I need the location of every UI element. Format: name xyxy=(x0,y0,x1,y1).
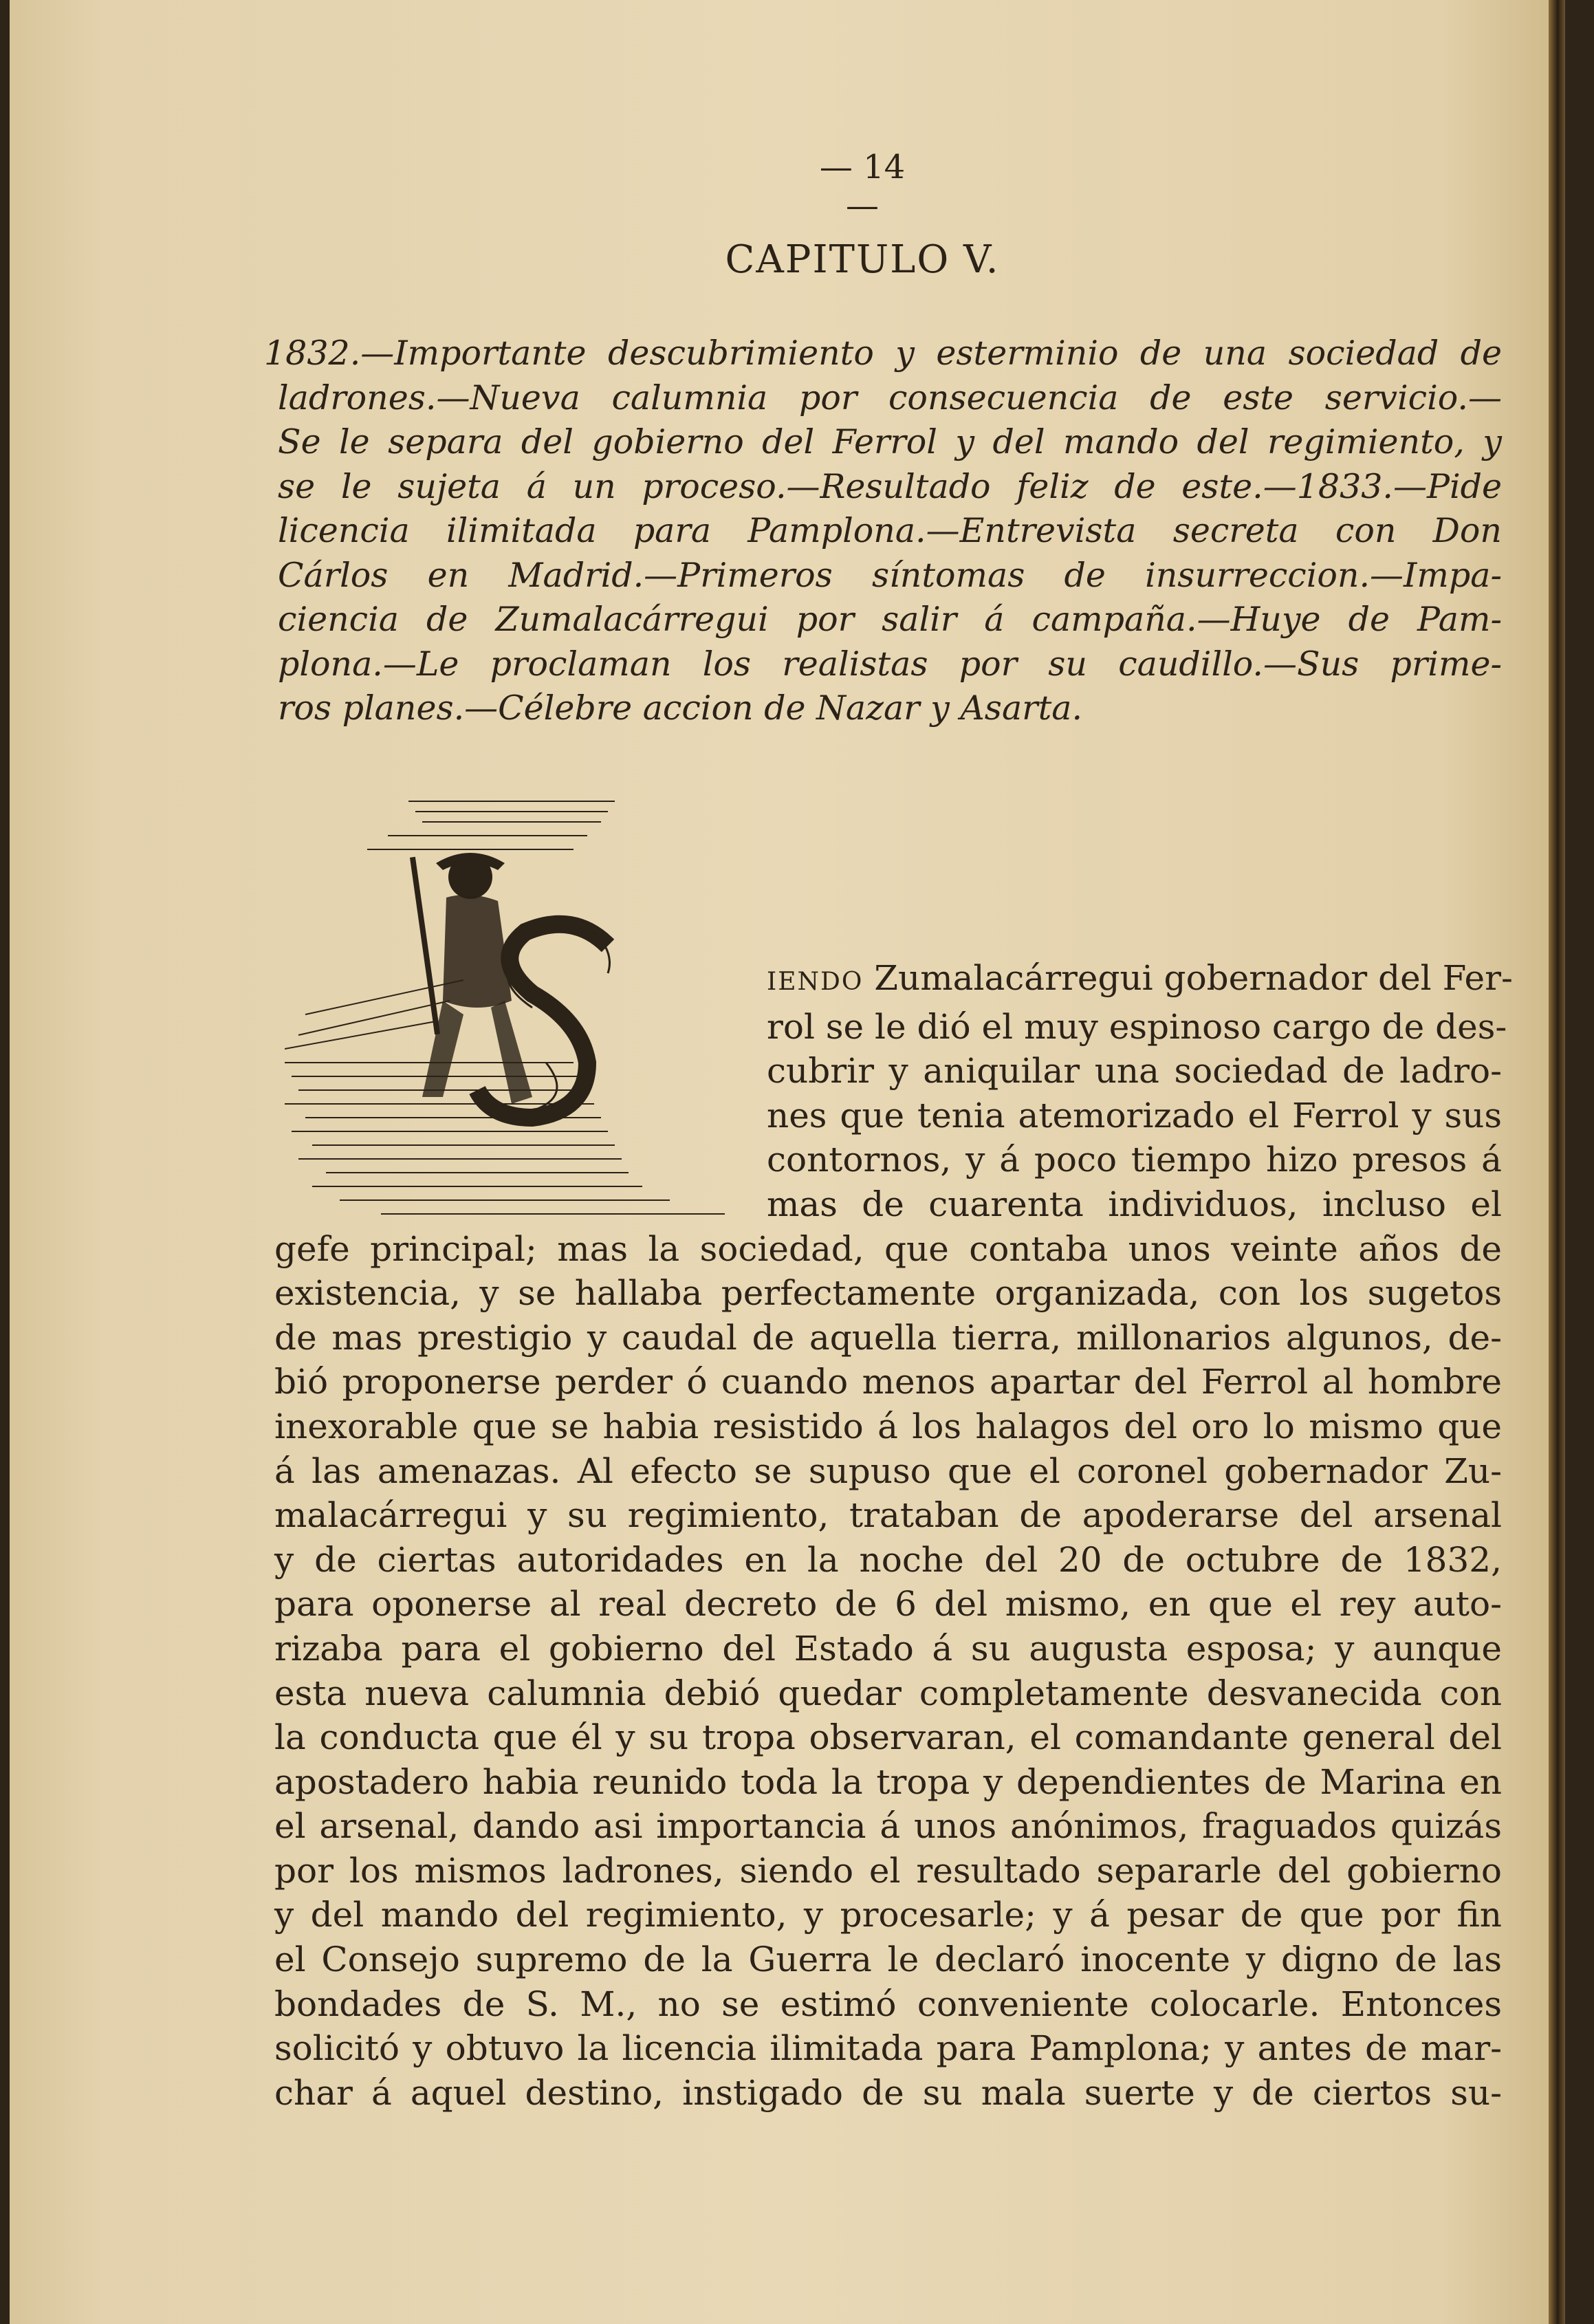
body-line: por los mismos ladrones, siendo el resultado separarle del gobierno xyxy=(274,1850,1502,1891)
body-line: solicitó y obtuvo la licencia ilimitada para Pamplona; y antes de mar- xyxy=(274,2028,1502,2069)
body-line: bondades de S. M., no se estimó conveniente colocarle. Entonces xyxy=(274,1984,1502,2024)
chapter-summary xyxy=(264,332,1502,731)
body-line: existencia, y se hallaba perfectamente organizada, con los sugetos xyxy=(274,1273,1502,1314)
body-line: y de ciertas autoridades en la noche del 20 de octubre de 1832, xyxy=(274,1539,1502,1580)
body-line: contornos, y á poco tiempo hizo presos á xyxy=(767,1140,1502,1180)
body-line: char á aquel destino, instigado de su mala suerte y de ciertos su- xyxy=(274,2072,1502,2113)
summary-line: plona.—Le proclaman los realistas por su caudillo.—Sus prime- xyxy=(278,644,1502,684)
body-line: cubrir y aniquilar una sociedad de ladro- xyxy=(767,1051,1502,1092)
body-line xyxy=(767,956,1513,1005)
summary-line: ladrones.—Nueva calumnia por consecuencia de este servicio.— xyxy=(278,378,1502,417)
body-line: el arsenal, dando asi importancia á unos anónimos, fraguados quizás xyxy=(274,1806,1502,1847)
first-word-smallcaps: IENDO xyxy=(767,968,864,996)
body-line: la conducta que él y su tropa observaran, el comandante general del xyxy=(274,1717,1502,1758)
summary-line: Cárlos en Madrid.—Primeros síntomas de insurreccion.—Impa- xyxy=(278,555,1502,595)
body-line: de mas prestigio y caudal de aquella tierra, millonarios algunos, de- xyxy=(274,1317,1502,1358)
book-spine-edge xyxy=(1549,0,1565,2324)
body-line: inexorable que se habia resistido á los halagos del oro lo mismo que xyxy=(274,1406,1502,1446)
body-line: gefe principal; mas la sociedad, que contaba unos veinte años de xyxy=(274,1228,1502,1269)
body-line: mas de cuarenta individuos, incluso el xyxy=(767,1184,1502,1224)
summary-line: ros planes.—Célebre accion de Nazar y Asarta. xyxy=(278,688,1083,728)
book-page xyxy=(10,0,1565,2324)
body-line: rol se le dió el muy espinoso cargo de des- xyxy=(767,1006,1507,1047)
body-line: á las amenazas. Al efecto se supuso que el coronel gobernador Zu- xyxy=(274,1451,1502,1491)
summary-line: ciencia de Zumalacárregui por salir á campaña.—Huye de Pam- xyxy=(278,600,1502,639)
body-line: nes que tenia atemorizado el Ferrol y sus xyxy=(767,1095,1502,1136)
body-line: rizaba para el gobierno del Estado á su augusta esposa; y aunque xyxy=(274,1628,1502,1669)
summary-line: Se le separa del gobierno del Ferrol y del mando del regimiento, y xyxy=(278,422,1502,461)
body-line: esta nueva calumnia debió quedar completamente desvanecida con xyxy=(274,1673,1502,1713)
body-line: bió proponerse perder ó cuando menos apartar del Ferrol al hombre xyxy=(274,1362,1502,1402)
body-line: para oponerse al real decreto de 6 del mismo, en que el rey auto- xyxy=(274,1584,1502,1625)
body-line-text: Zumalacárregui gobernador del Fer- xyxy=(874,958,1513,998)
summary-line: se le sujeta á un proceso.—Resultado feliz de este.—1833.—Pide xyxy=(278,466,1502,506)
summary-line: 1832.—Importante descubrimiento y esterminio de una sociedad de xyxy=(264,334,1502,373)
chapter-title: CAPITULO V. xyxy=(725,237,1000,282)
page-number: — 14 — xyxy=(819,148,906,225)
body-text xyxy=(274,956,1513,2115)
summary-line: licencia ilimitada para Pamplona.—Entrevista secreta con Don xyxy=(278,511,1502,550)
body-line: el Consejo supremo de la Guerra le declaró inocente y digno de las xyxy=(274,1940,1502,1980)
body-line: apostadero habia reunido toda la tropa y dependientes de Marina en xyxy=(274,1761,1502,1802)
body-line: malacárregui y su regimiento, trataban de apoderarse del arsenal xyxy=(274,1495,1502,1536)
body-line: y del mando del regimiento, y procesarle; y á pesar de que por fin xyxy=(274,1895,1502,1935)
